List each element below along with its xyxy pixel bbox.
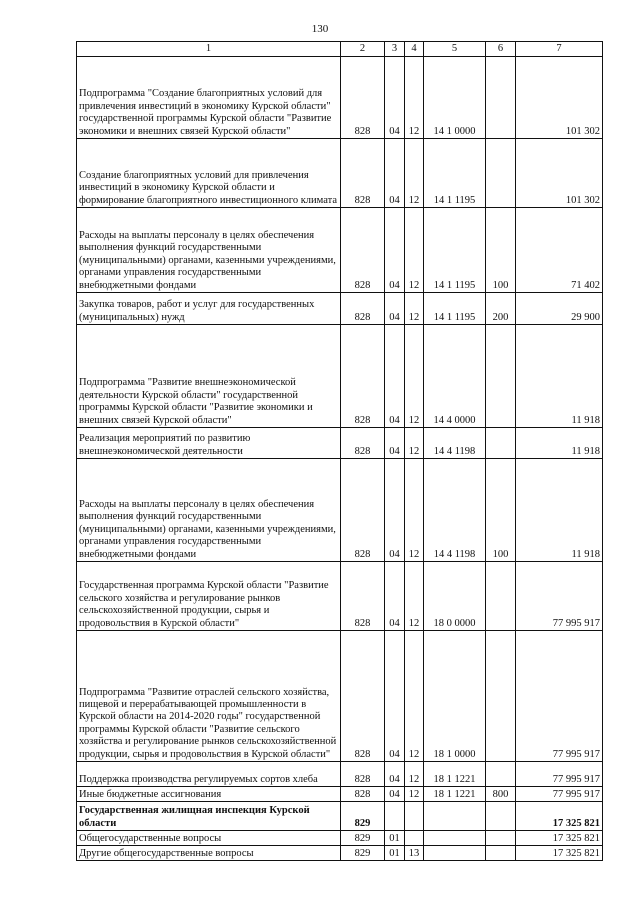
row-target-article-cell [424,846,486,861]
row-expense-type-cell [486,428,516,459]
row-target-article-cell: 14 1 1195 [424,293,486,325]
row-expense-type-cell: 800 [486,787,516,802]
row-admin-code-cell: 828 [341,787,385,802]
row-section-cell: 04 [385,57,405,139]
row-name-cell: Государственная жилищная инспекция Курской области [77,802,341,831]
header-cell: 4 [405,42,424,57]
row-expense-type-cell [486,57,516,139]
row-admin-code-cell: 828 [341,293,385,325]
table-row [77,631,603,762]
row-subsection-cell [405,831,424,846]
row-expense-type-cell [486,831,516,846]
row-subsection-cell: 12 [405,293,424,325]
row-admin-code-cell: 829 [341,846,385,861]
row-target-article-cell [424,831,486,846]
header-cell: 6 [486,42,516,57]
row-name-cell: Расходы на выплаты персоналу в целях обеспечения выполнения функций государственными (муниципальными) органами, казенными учреждениями, органами управления государственными внебюджетными фондами [77,208,341,293]
row-name-cell: Создание благоприятных условий для привлечения инвестиций в экономику Курской области и формирование благоприятного инвестиционного климата [77,139,341,208]
row-target-article-cell: 14 4 1198 [424,459,486,562]
row-name-cell: Другие общегосударственные вопросы [77,846,341,861]
row-name-cell: Подпрограмма "Развитие внешнеэкономической деятельности Курской области" государственной программы Курской области "Развитие экономики и внешних связей Курской области" [77,325,341,428]
row-amount-cell: 77 995 917 [516,787,603,802]
table-row [77,325,603,428]
row-name-cell: Подпрограмма "Создание благоприятных условий для привлечения инвестиций в экономику Курской области" государственной программы Курской области "Развитие экономики и внешних связей Курской области" [77,57,341,139]
row-subsection-cell: 12 [405,428,424,459]
row-amount-cell: 77 995 917 [516,562,603,631]
row-admin-code-cell: 828 [341,562,385,631]
row-name-cell: Подпрограмма "Развитие отраслей сельского хозяйства, пищевой и перерабатывающей промышленности в Курской области на 2014-2020 годы" государственной программы Курской области "Развитие сельского хозяйства и регулирование рынков сельскохозяйственной продукции, сырья и продовольствия в Курской области" [77,631,341,762]
table-row [77,139,603,208]
table-row [77,428,603,459]
row-expense-type-cell [486,139,516,208]
row-subsection-cell: 12 [405,787,424,802]
row-expense-type-cell: 200 [486,293,516,325]
row-admin-code-cell: 828 [341,428,385,459]
row-section-cell: 04 [385,293,405,325]
row-section-cell: 01 [385,846,405,861]
row-subsection-cell: 12 [405,762,424,787]
row-amount-cell: 71 402 [516,208,603,293]
row-amount-cell: 101 302 [516,57,603,139]
row-admin-code-cell: 828 [341,631,385,762]
table-row [77,57,603,139]
row-section-cell: 04 [385,787,405,802]
row-admin-code-cell: 828 [341,57,385,139]
row-expense-type-cell [486,631,516,762]
header-cell: 3 [385,42,405,57]
row-admin-code-cell: 829 [341,802,385,831]
row-amount-cell: 17 325 821 [516,846,603,861]
row-section-cell: 04 [385,208,405,293]
row-expense-type-cell [486,802,516,831]
table-row [77,762,603,787]
row-name-cell: Государственная программа Курской области "Развитие сельского хозяйства и регулирование рынков сельскохозяйственной продукции, сырья и продовольствия в Курской области" [77,562,341,631]
row-amount-cell: 11 918 [516,325,603,428]
table-row [77,208,603,293]
table-header-row [77,42,603,57]
row-amount-cell: 17 325 821 [516,831,603,846]
row-name-cell: Закупка товаров, работ и услуг для государственных (муниципальных) нужд [77,293,341,325]
row-admin-code-cell: 829 [341,831,385,846]
row-subsection-cell: 12 [405,562,424,631]
row-expense-type-cell [486,846,516,861]
page-number: 130 [311,23,329,35]
row-target-article-cell: 18 1 0000 [424,631,486,762]
row-section-cell: 04 [385,631,405,762]
row-name-cell: Расходы на выплаты персоналу в целях обеспечения выполнения функций государственными (муниципальными) органами, казенными учреждениями, органами управления государственными внебюджетными фондами [77,459,341,562]
row-name-cell: Реализация мероприятий по развитию внешнеэкономической деятельности [77,428,341,459]
row-target-article-cell: 14 4 0000 [424,325,486,428]
row-admin-code-cell: 828 [341,325,385,428]
row-amount-cell: 11 918 [516,459,603,562]
table-row [77,787,603,802]
header-cell: 2 [341,42,385,57]
header-cell: 5 [424,42,486,57]
row-target-article-cell: 18 1 1221 [424,787,486,802]
row-target-article-cell: 18 0 0000 [424,562,486,631]
row-target-article-cell: 14 4 1198 [424,428,486,459]
header-cell: 7 [516,42,603,57]
row-expense-type-cell: 100 [486,459,516,562]
row-subsection-cell: 12 [405,631,424,762]
table-row [77,831,603,846]
row-amount-cell: 17 325 821 [516,802,603,831]
row-subsection-cell: 12 [405,325,424,428]
row-target-article-cell: 18 1 1221 [424,762,486,787]
row-amount-cell: 101 302 [516,139,603,208]
row-amount-cell: 11 918 [516,428,603,459]
row-target-article-cell [424,802,486,831]
row-subsection-cell: 12 [405,57,424,139]
table-row [77,293,603,325]
row-subsection-cell [405,802,424,831]
row-section-cell: 04 [385,139,405,208]
budget-table [76,41,603,861]
row-name-cell: Иные бюджетные ассигнования [77,787,341,802]
row-section-cell [385,802,405,831]
row-expense-type-cell [486,762,516,787]
row-subsection-cell: 13 [405,846,424,861]
row-subsection-cell: 12 [405,208,424,293]
header-cell: 1 [77,42,341,57]
row-section-cell: 04 [385,459,405,562]
row-amount-cell: 29 900 [516,293,603,325]
row-admin-code-cell: 828 [341,459,385,562]
table-row [77,846,603,861]
row-section-cell: 01 [385,831,405,846]
row-section-cell: 04 [385,428,405,459]
row-expense-type-cell [486,325,516,428]
row-expense-type-cell [486,562,516,631]
row-target-article-cell: 14 1 0000 [424,57,486,139]
table-row [77,459,603,562]
row-expense-type-cell: 100 [486,208,516,293]
row-section-cell: 04 [385,562,405,631]
row-subsection-cell: 12 [405,139,424,208]
table-row [77,562,603,631]
row-section-cell: 04 [385,325,405,428]
row-target-article-cell: 14 1 1195 [424,208,486,293]
row-admin-code-cell: 828 [341,208,385,293]
row-subsection-cell: 12 [405,459,424,562]
row-amount-cell: 77 995 917 [516,631,603,762]
row-target-article-cell: 14 1 1195 [424,139,486,208]
row-admin-code-cell: 828 [341,762,385,787]
table-row [77,802,603,831]
row-section-cell: 04 [385,762,405,787]
row-amount-cell: 77 995 917 [516,762,603,787]
row-name-cell: Поддержка производства регулируемых сортов хлеба [77,762,341,787]
row-admin-code-cell: 828 [341,139,385,208]
row-name-cell: Общегосударственные вопросы [77,831,341,846]
